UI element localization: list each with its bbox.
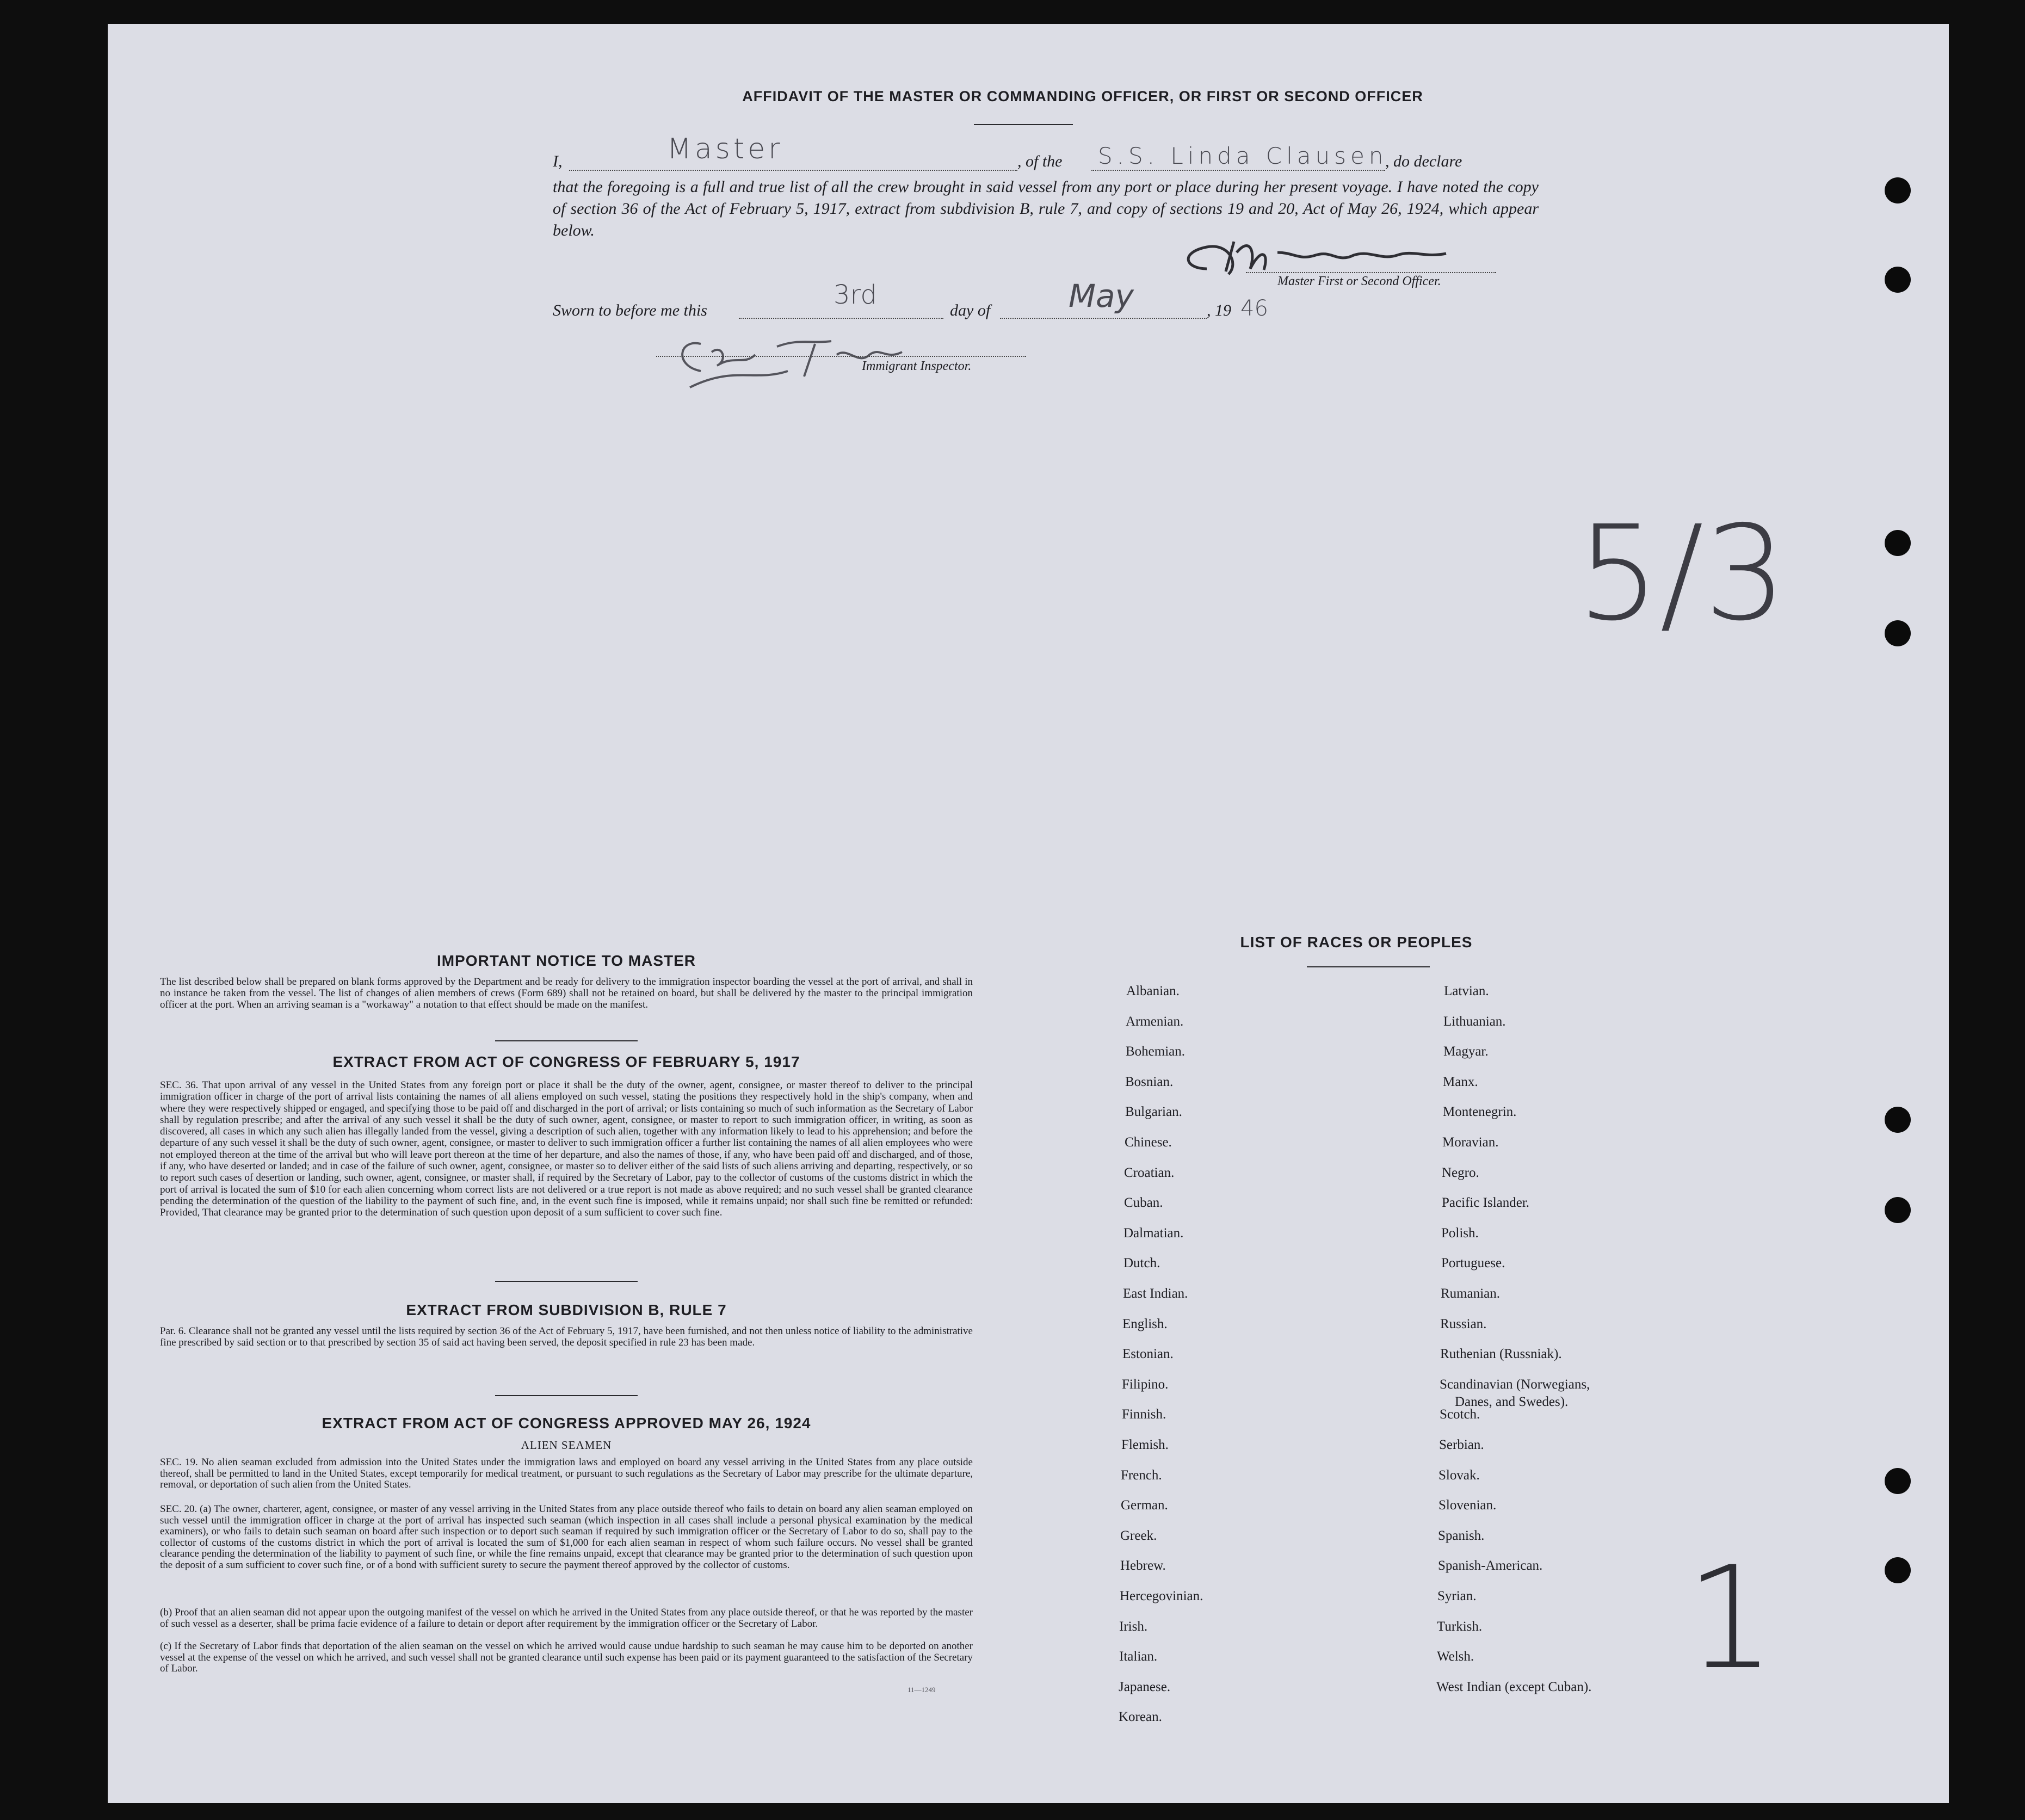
section-divider <box>495 1040 638 1041</box>
notice-body: The list described below shall be prepared on blank forms approved by the Department and be ready for delivery to the immigration inspector boarding the vessel at the port of arrival, and shall in no instance be taken from the vessel. The list of changes of alien members of crews (Form 689) shall not be retained on board, but shall be delivered by the master to the principal immigration officer at the port. When an arriving seaman is a "workaway" a notation to that effect should be made on the manifest. <box>160 976 973 1010</box>
race-item: Syrian. <box>1437 1589 1477 1603</box>
race-item: Slovenian. <box>1439 1498 1497 1513</box>
filled-vessel: S.S. Linda Clausen <box>1098 143 1388 169</box>
race-item: German. <box>1121 1498 1168 1513</box>
races-title: LIST OF RACES OR PEOPLES <box>1240 934 1473 951</box>
race-item: Greek. <box>1120 1528 1157 1543</box>
affidavit-i-label: I, <box>553 152 563 170</box>
signer-label: Master First or Second Officer. <box>1277 274 1441 288</box>
section-divider <box>495 1395 638 1396</box>
subdivision-title: EXTRACT FROM SUBDIVISION B, RULE 7 <box>406 1301 727 1318</box>
race-item: Hercegovinian. <box>1120 1589 1203 1603</box>
race-item: Slovak. <box>1439 1468 1480 1483</box>
race-item: Chinese. <box>1125 1135 1172 1150</box>
race-item: Korean. <box>1119 1710 1162 1724</box>
sec20c-body: (c) If the Secretary of Labor finds that deportation of the alien seaman on the vessel on which he arrived would cause undue hardship to such seaman he may cause him to be deported on another vessel at the expense of the vessel on which he arrived, and such vessel shall not be granted clearance until such expense has been paid or its payment guaranteed to the satisfaction of the Secretary of Labor. <box>160 1640 973 1674</box>
signature-line <box>1246 272 1496 273</box>
race-item: Cuban. <box>1124 1195 1163 1210</box>
race-item: Italian. <box>1119 1649 1158 1664</box>
subdivision-body: Par. 6. Clearance shall not be granted any vessel until the lists required by section 36 of the Act of February 5, 1917, have been furnished, and not then unless notice of liability to the administrative fine prescribed by said section or to that prescribed by section 35 of said act having been served, the deposit specified in rule 23 has been made. <box>160 1325 973 1348</box>
race-item: Lithuanian. <box>1443 1014 1506 1029</box>
extract-1924-title: EXTRACT FROM ACT OF CONGRESS APPROVED MAY 26, 1924 <box>322 1415 811 1432</box>
extract-1917-body: SEC. 36. That upon arrival of any vessel in the United States from any foreign port or place it shall be the duty of the owner, agent, consignee, or master thereof to deliver to the principal immigration officer in charge of the port of arrival lists containing the names of all aliens employed on such vessel, stating the positions they respectively hold in the ship's company, when and where they were respectively shipped or engaged, and specifying those to be paid off and discharged in the port of arrival; or lists containing so much of such information as the Secretary of Labor shall by regulation prescribe; and after the arrival of any such vessel it shall be the duty of such owner, agent, consignee, or master to report to such immigration officer, in writing, as soon as discovered, all cases in which any such alien has illegally landed from the vessel, giving a description of such alien, together with any information likely to lead to his apprehension; and before the departure of any such vessel it shall be the duty of such owner, agent, consignee, or master to deliver to such immigration officer a further list containing the names of all alien employees who were not employed thereon at the time of the arrival but who will leave port thereon at the time of her departure, and also the names of those, if any, who have been paid off and discharged, and of those, if any, who have deserted or landed; and in case of the failure of such owner, agent, consignee, or master so to deliver either of the said lists of such aliens arriving and departing, respectively, or so to report such cases of desertion or landing, such owner, agent, consignee, or master shall, if required by the Secretary of Labor, pay to the collector of customs of the customs district in which the port of arrival is located the sum of $10 for each alien concerning whom correct lists are not delivered or a true report is not made as above required; and no such vessel shall be granted clearance pending the determination of the question of the liability to the payment of such fine, and, in the event such fine is imposed, while it remains unpaid; nor shall such fine be remitted or refunded: Provided, That clearance may be granted prior to the determination of such question upon deposit of a sum sufficient to cover such fine. <box>160 1079 973 1219</box>
race-item: Hebrew. <box>1120 1558 1166 1573</box>
race-item: East Indian. <box>1123 1286 1188 1301</box>
race-item: West Indian (except Cuban). <box>1436 1680 1592 1694</box>
year-prefix-label: , 19 <box>1207 301 1231 319</box>
race-item: Spanish-American. <box>1438 1558 1543 1573</box>
name-line <box>569 170 1017 171</box>
day-of-label: day of <box>950 301 991 319</box>
race-item: Dalmatian. <box>1123 1226 1184 1241</box>
inspector-label: Immigrant Inspector. <box>862 359 972 373</box>
race-item: Russian. <box>1440 1317 1487 1331</box>
sec20b-body: (b) Proof that an alien seaman did not appear upon the outgoing manifest of the vessel on which he arrived in the United States from any place outside thereof, or that he was reported by the master of such vessel as a deserter, shall be prima facie evidence of a failure to detain or deport after requirement by the immigration officer or the Secretary of Labor. <box>160 1607 973 1630</box>
month-line <box>1000 318 1207 319</box>
race-item: Spanish. <box>1438 1528 1485 1543</box>
margin-note: 5/3 <box>1577 497 1787 650</box>
filled-month: May <box>1069 277 1134 314</box>
affidavit-title: AFFIDAVIT OF THE MASTER OR COMMANDING OFFICER, OR FIRST OR SECOND OFFICER <box>742 88 1423 104</box>
punch-hole <box>1885 267 1911 293</box>
punch-hole <box>1885 1557 1911 1583</box>
race-item: Welsh. <box>1437 1649 1474 1664</box>
race-item: Negro. <box>1442 1165 1479 1180</box>
day-line <box>739 318 943 319</box>
race-item: Pacific Islander. <box>1442 1195 1530 1210</box>
race-item: Bohemian. <box>1126 1044 1186 1059</box>
affidavit-declare-label: , do declare <box>1385 152 1462 170</box>
race-item: Bulgarian. <box>1125 1105 1182 1119</box>
punch-hole <box>1885 177 1911 203</box>
filled-year: 46 <box>1240 296 1268 321</box>
section-divider <box>495 1281 638 1282</box>
race-item: Rumanian. <box>1441 1286 1501 1301</box>
race-item: Finnish. <box>1122 1407 1166 1422</box>
race-item: Serbian. <box>1439 1438 1484 1452</box>
race-item: Danes, and Swedes). <box>1455 1395 1569 1409</box>
sec20a-body: SEC. 20. (a) The owner, charterer, agent, consignee, or master of any vessel arriving in the United States from any place outside thereof who fails to detain on board any alien seaman employed on such vessel until the immigration officer in charge at the port of arrival has inspected such seaman (which inspection in all cases shall include a personal physical examination by the medical examiners), or who fails to detain such seaman on board after such inspection or to deport such seaman if required by such immigration officer or the Secretary of Labor to do so, shall pay to the collector of customs of the customs district in which the port of arrival is located the sum of $1,000 for each alien seaman in respect of whom such failure occurs. No vessel shall be granted clearance pending the determination of the liability to payment of such fine, or while the fine remains unpaid, except that clearance may be granted prior to the determination of such question upon the deposit of a sum sufficient to cover such fine, or of a bond with sufficient surety to secure the payment thereof approved by the collector of customs. <box>160 1503 973 1571</box>
race-item: Dutch. <box>1123 1256 1160 1270</box>
document-page <box>108 24 1949 1803</box>
race-item: Scotch. <box>1440 1407 1480 1422</box>
race-item: English. <box>1122 1317 1168 1331</box>
race-item: Albanian. <box>1126 984 1180 998</box>
filled-day: 3rd <box>834 280 877 310</box>
race-item: French. <box>1121 1468 1162 1483</box>
filled-name: Master <box>667 133 783 165</box>
race-item: Bosnian. <box>1125 1075 1174 1089</box>
races-divider <box>1307 966 1430 967</box>
punch-hole <box>1885 530 1911 556</box>
sec19-body: SEC. 19. No alien seaman excluded from admission into the United States under the immigration laws and employed on board any vessel arriving in the United States from any place outside thereof, shall be permitted to land in the United States, except temporarily for medical treatment, or pursuant to such regulations as the Secretary of Labor may prescribe for the ultimate departure, removal, or deportation of such alien from the United States. <box>160 1457 973 1490</box>
affidavit-body: that the foregoing is a full and true list of all the crew brought in said vessel from any port or place during her present voyage. I have noted the copy of section 36 of the Act of February 5, 1917, extract from subdivision B, rule 7, and copy of sections 19 and 20, Act of May 26, 1924, which appear below. <box>553 178 1539 239</box>
inspector-line <box>656 356 1026 357</box>
race-item: Montenegrin. <box>1443 1105 1517 1119</box>
race-item: Filipino. <box>1122 1377 1169 1392</box>
punch-hole <box>1885 620 1911 646</box>
race-item: Armenian. <box>1126 1014 1184 1029</box>
alien-seamen-subtitle: ALIEN SEAMEN <box>521 1439 612 1452</box>
affidavit-of-label: , of the <box>1017 152 1063 170</box>
title-divider <box>974 124 1073 125</box>
race-item: Japanese. <box>1119 1680 1171 1694</box>
race-item: Ruthenian (Russniak). <box>1440 1347 1562 1361</box>
race-item: Moravian. <box>1442 1135 1499 1150</box>
race-item: Magyar. <box>1443 1044 1489 1059</box>
race-item: Estonian. <box>1122 1347 1174 1361</box>
extract-1917-title: EXTRACT FROM ACT OF CONGRESS OF FEBRUARY 5, 1917 <box>332 1053 800 1070</box>
race-item: Portuguese. <box>1441 1256 1505 1270</box>
sworn-label: Sworn to before me this <box>553 301 707 319</box>
race-item: Turkish. <box>1437 1619 1483 1634</box>
punch-hole <box>1885 1107 1911 1133</box>
form-number: 11—1249 <box>907 1686 936 1694</box>
race-item: Irish. <box>1119 1619 1148 1634</box>
vessel-line <box>1091 170 1385 171</box>
race-item: Latvian. <box>1444 984 1489 998</box>
punch-hole <box>1885 1468 1911 1494</box>
notice-title: IMPORTANT NOTICE TO MASTER <box>436 952 696 969</box>
race-item: Manx. <box>1443 1075 1478 1089</box>
margin-mark: 1 <box>1686 1537 1776 1701</box>
race-item: Polish. <box>1441 1226 1479 1241</box>
race-item: Croatian. <box>1124 1165 1175 1180</box>
race-item: Scandinavian (Norwegians, <box>1440 1377 1590 1392</box>
race-item: Flemish. <box>1121 1438 1169 1452</box>
punch-hole <box>1885 1197 1911 1223</box>
